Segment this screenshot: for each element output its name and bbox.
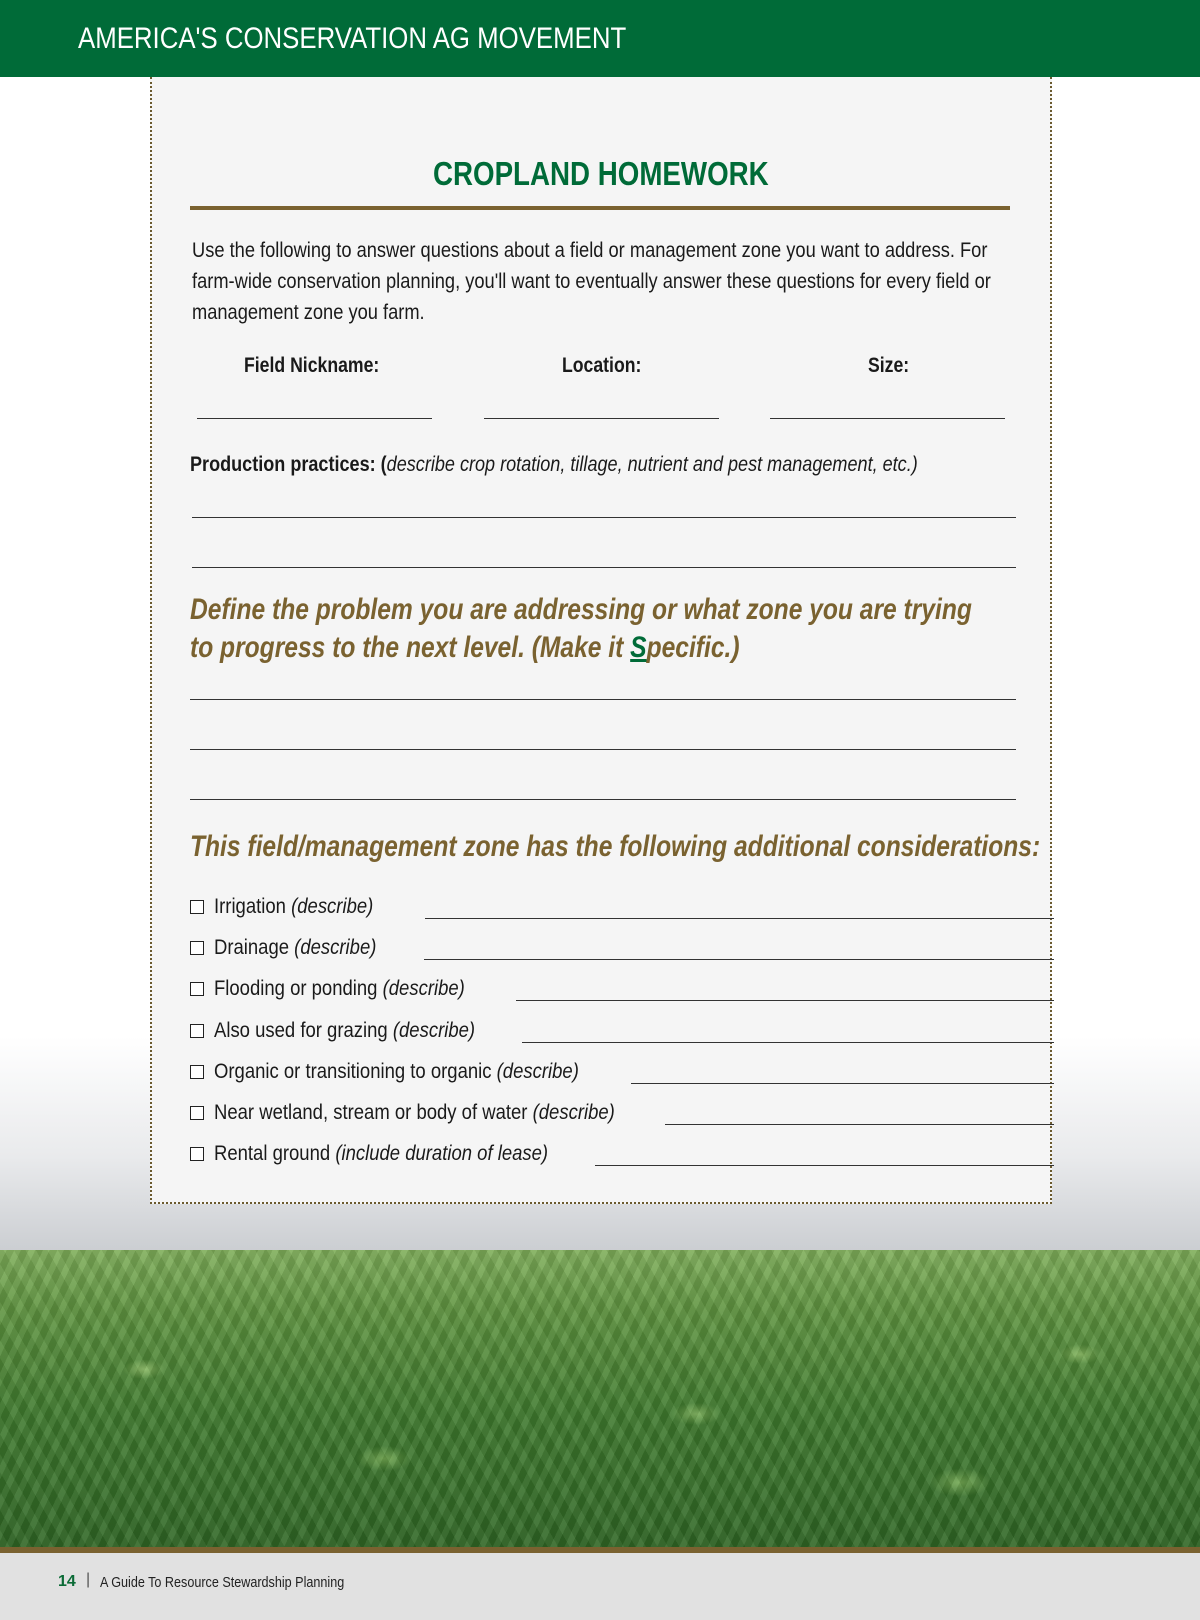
considerations-heading: This field/management zone has the following additional considerations:: [190, 830, 1041, 863]
consideration-irrigation: Irrigation (describe): [190, 894, 1050, 924]
answer-line[interactable]: [522, 1042, 1054, 1043]
checkbox[interactable]: [190, 1106, 204, 1120]
intro-paragraph: Use the following to answer questions about a field or management zone you want to address. For farm-wide conservation planning, you'll want to eventually answer these questions for every field or management zone you farm.: [192, 238, 991, 324]
location-line[interactable]: [484, 418, 719, 419]
consideration-organic: Organic or transitioning to organic (describe): [190, 1059, 1050, 1089]
checkbox[interactable]: [190, 941, 204, 955]
footer-title: A Guide To Resource Stewardship Planning: [100, 1574, 345, 1591]
size-line[interactable]: [770, 418, 1005, 419]
page-number: 14: [58, 1573, 76, 1590]
answer-line[interactable]: [595, 1165, 1054, 1166]
consideration-wetland: Near wetland, stream or body of water (describe): [190, 1100, 1050, 1130]
consideration-rental: Rental ground (include duration of lease): [190, 1141, 1050, 1171]
define-line-2[interactable]: [190, 749, 1016, 750]
worksheet-panel: [150, 77, 1052, 1204]
checkbox[interactable]: [190, 1147, 204, 1161]
field-nickname-line[interactable]: [197, 418, 432, 419]
heading-rule: [190, 206, 1010, 210]
answer-line[interactable]: [424, 959, 1054, 960]
crop-field-photo: [0, 1250, 1200, 1548]
consideration-flooding: Flooding or ponding (describe): [190, 976, 1050, 1006]
field-nickname-label: Field Nickname:: [244, 354, 380, 377]
page-header: [0, 0, 1200, 77]
production-line-1[interactable]: [192, 517, 1016, 518]
define-line-1[interactable]: [190, 699, 1016, 700]
checkbox[interactable]: [190, 900, 204, 914]
answer-line[interactable]: [631, 1083, 1054, 1084]
consideration-drainage: Drainage (describe): [190, 935, 1050, 965]
checkbox[interactable]: [190, 1024, 204, 1038]
footer-separator: |: [86, 1571, 91, 1588]
define-line-3[interactable]: [190, 799, 1016, 800]
production-line-2[interactable]: [192, 567, 1016, 568]
page-footer: [0, 1553, 1200, 1620]
consideration-grazing: Also used for grazing (describe): [190, 1018, 1050, 1048]
checkbox[interactable]: [190, 1065, 204, 1079]
checkbox[interactable]: [190, 982, 204, 996]
answer-line[interactable]: [516, 1000, 1054, 1001]
header-title: AMERICA'S CONSERVATION AG MOVEMENT: [78, 22, 627, 55]
location-label: Location:: [562, 354, 642, 377]
answer-line[interactable]: [665, 1124, 1054, 1125]
answer-line[interactable]: [425, 918, 1054, 919]
define-problem-prompt: Define the problem you are addressing or what zone you are trying to progress to the next level. (Make it Specific.): [190, 593, 972, 664]
size-label: Size:: [868, 354, 910, 377]
production-practices-label: Production practices: (describe crop rotation, tillage, nutrient and pest management, etc.): [190, 453, 918, 476]
worksheet-heading: CROPLAND HOMEWORK: [433, 155, 769, 192]
